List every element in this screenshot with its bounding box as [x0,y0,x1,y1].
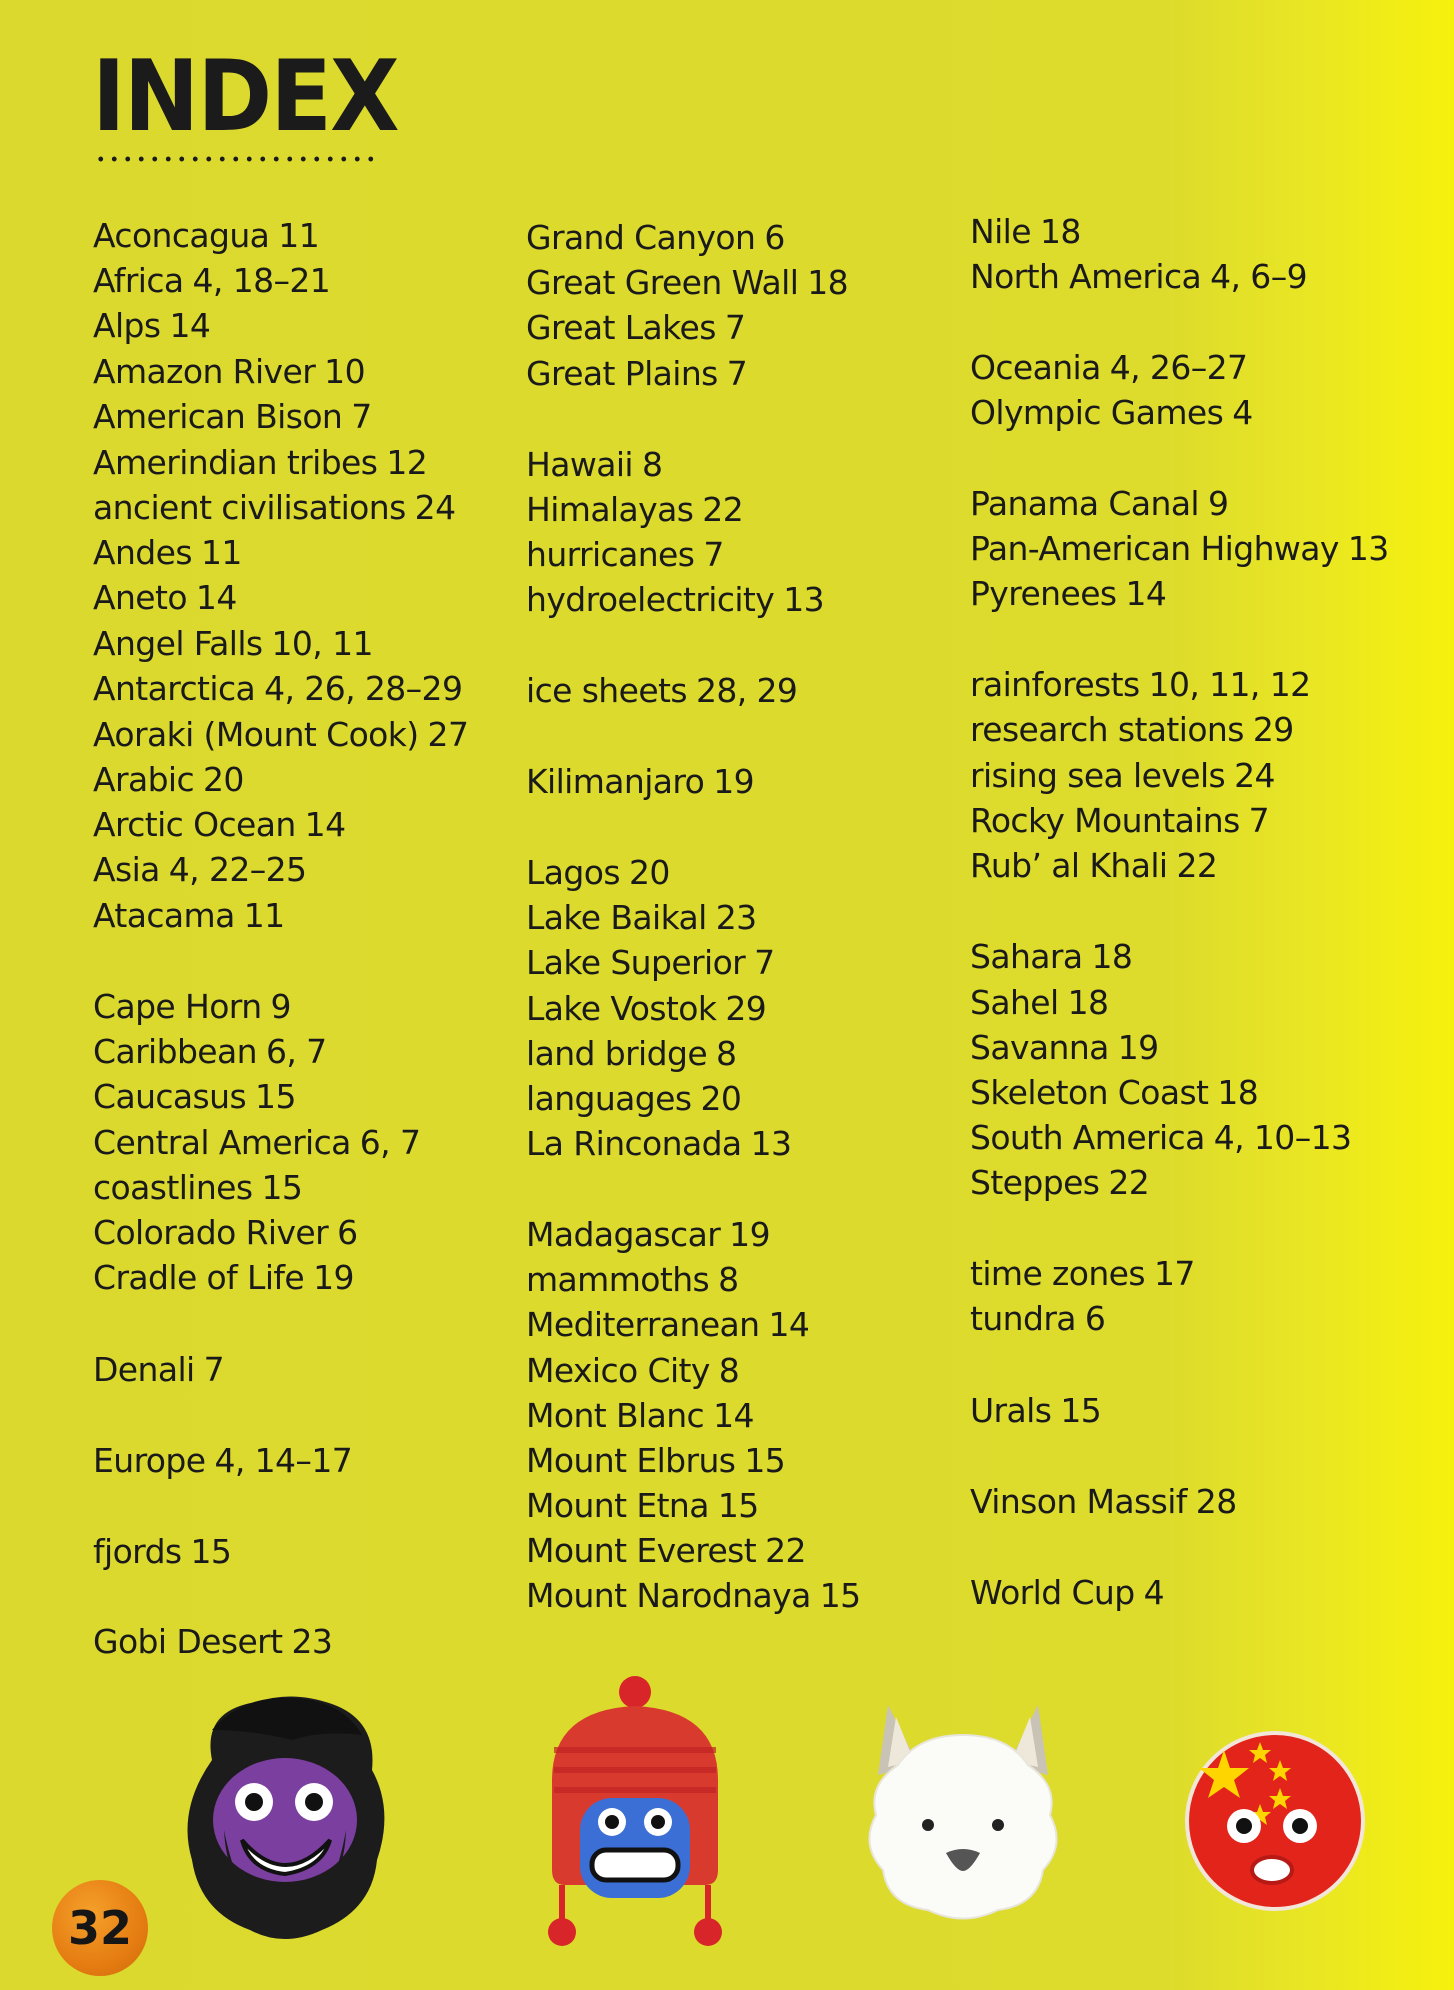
index-term: Panama Canal [970,484,1200,523]
index-entry [526,580,824,620]
index-entry [970,393,1253,433]
index-page-refs: 22 [702,490,744,529]
index-entry [970,1482,1237,1522]
index-term: South America [970,1118,1205,1157]
index-page-refs: 11 [243,896,285,935]
index-page-refs: 7 [1248,801,1270,840]
index-term: Aconcagua [93,216,270,255]
index-entry [526,989,766,1029]
index-entry [970,1163,1149,1203]
index-term: languages [526,1079,692,1118]
index-term: rainforests [970,665,1140,704]
index-term: Pyrenees [970,574,1117,613]
index-term: mammoths [526,1260,710,1299]
index-entry [93,533,242,573]
index-page-refs: 27 [427,715,469,754]
index-term: La Rinconada [526,1124,742,1163]
index-entry [970,1118,1351,1158]
index-entry [93,352,365,392]
page-title: INDEX [92,40,398,154]
index-term: Europe [93,1441,206,1480]
index-term: Amazon River [93,352,316,391]
index-entry [970,1391,1101,1431]
index-term: Mount Etna [526,1486,709,1525]
index-term: Cradle of Life [93,1258,305,1297]
index-entry [93,1532,231,1572]
index-page-refs: 19 [713,762,755,801]
index-entry [970,1028,1159,1068]
index-entry [93,1258,354,1298]
index-entry [526,490,743,530]
index-page-refs: 19 [729,1215,770,1254]
index-entry [93,216,319,256]
index-term: hurricanes [526,535,695,574]
index-page-refs: 4, 22–25 [168,850,307,889]
index-page-refs: 7 [203,1350,224,1389]
index-page-refs: 24 [414,488,456,527]
index-entry [970,801,1269,841]
index-entry [970,983,1108,1023]
index-page-refs: 28, 29 [695,671,798,710]
index-page-refs: 6 [764,218,785,257]
index-term: Rocky Mountains [970,801,1240,840]
index-page-refs: 4 [1232,393,1253,432]
index-entry [526,1396,754,1436]
index-term: Olympic Games [970,393,1224,432]
index-term: Mount Narodnaya [526,1576,811,1615]
index-term: Cape Horn [93,987,262,1026]
index-term: fjords [93,1532,182,1571]
index-term: Nile [970,212,1031,251]
index-term: Angel Falls [93,624,263,663]
index-term: Urals [970,1391,1052,1430]
index-entry [970,710,1294,750]
index-page-refs: 4, 18–21 [192,261,331,300]
index-entry [93,1032,327,1072]
index-page-refs: 18 [1217,1073,1259,1112]
index-term: Caucasus [93,1077,247,1116]
index-page-refs: 28 [1195,1482,1237,1521]
index-page-refs: 17 [1153,1254,1195,1293]
index-term: Amerindian tribes [93,443,378,482]
index-page-refs: 13 [1347,529,1389,568]
index-entry [526,1486,759,1526]
index-page-refs: 7 [724,308,746,347]
index-term: Mediterranean [526,1305,760,1344]
index-entry [970,665,1311,705]
index-page-refs: 9 [270,987,291,1026]
index-page-refs: 22 [765,1531,806,1570]
index-entry [93,760,244,800]
index-term: Himalayas [526,490,694,529]
index-term: Andes [93,533,192,572]
index-term: Skeleton Coast [970,1073,1209,1112]
index-page-refs: 14 [169,306,211,345]
index-entry [93,715,468,755]
index-page-refs: 14 [768,1305,810,1344]
index-term: Caribbean [93,1032,257,1071]
index-term: Lake Superior [526,943,746,982]
index-term: coastlines [93,1168,253,1207]
index-term: Arabic [93,760,195,799]
index-page-refs: 19 [1117,1028,1159,1067]
index-page-refs: 6, 7 [359,1123,421,1162]
index-entry [526,308,745,348]
index-entry [526,354,747,394]
index-term: Oceania [970,348,1101,387]
index-entry [93,805,345,845]
index-entry [970,212,1081,252]
index-page-refs: 6 [337,1213,358,1252]
index-entry [526,853,670,893]
index-page-refs: 10, 11, 12 [1148,665,1311,704]
robot-in-red-hat-icon [540,1670,730,1950]
page-number: 32 [67,1901,132,1955]
index-term: Gobi Desert [93,1622,283,1661]
index-entry [526,1576,861,1616]
index-page-refs: 4, 26, 28–29 [264,669,463,708]
index-entry [93,1350,224,1390]
index-term: World Cup [970,1573,1135,1612]
index-term: Sahel [970,983,1059,1022]
index-entry [526,1034,736,1074]
index-entry [93,443,427,483]
index-entry [526,898,756,938]
index-term: hydroelectricity [526,580,775,619]
index-entry [970,484,1228,524]
index-page-refs: 15 [1060,1391,1102,1430]
index-entry [526,1351,739,1391]
index-entry [970,1254,1195,1294]
index-page-refs: 8 [716,1034,737,1073]
index-page-refs: 10, 11 [271,624,373,663]
index-page-refs: 18 [1091,937,1133,976]
index-term: Asia [93,850,160,889]
index-page-refs: 4, 6–9 [1210,257,1307,296]
index-term: Kilimanjaro [526,762,705,801]
index-page-refs: 8 [718,1351,740,1390]
index-page-refs: 4, 14–17 [214,1441,353,1480]
index-entry [526,445,662,485]
index-page-refs: 23 [291,1622,333,1661]
index-term: Hawaii [526,445,633,484]
index-page-refs: 22 [1176,846,1218,885]
index-term: Sahara [970,937,1083,976]
bearded-man-face-icon [172,1690,398,1944]
index-entry [526,535,724,575]
index-entry [526,1215,770,1255]
index-entry [93,1213,358,1253]
index-page-refs: 7 [754,943,775,982]
index-entry [93,1123,420,1163]
index-term: American Bison [93,397,343,436]
china-flag-face-icon [1184,1730,1366,1912]
index-page-refs: 13 [783,580,824,619]
index-term: ice sheets [526,671,687,710]
index-entry [970,348,1247,388]
index-page-refs: 8 [718,1260,739,1299]
index-page-refs: 22 [1108,1163,1150,1202]
index-page-refs: 11 [200,533,242,572]
index-term: Antarctica [93,669,256,708]
index-entry [526,943,775,983]
index-page-refs: 11 [278,216,320,255]
index-entry [93,850,306,890]
index-term: time zones [970,1254,1145,1293]
index-term: Steppes [970,1163,1100,1202]
index-page-refs: 15 [744,1441,786,1480]
index-page-refs: 7 [726,354,748,393]
index-term: rising sea levels [970,756,1226,795]
index-term: ancient civilisations [93,488,406,527]
index-entry [93,1441,352,1481]
index-page-refs: 18 [807,263,849,302]
index-entry [526,1531,806,1571]
index-term: Alps [93,306,161,345]
index-page-refs: 19 [313,1258,354,1297]
index-page-refs: 14 [1125,574,1167,613]
index-term: Africa [93,261,184,300]
index-page-refs: 7 [351,397,372,436]
index-term: Arctic Ocean [93,805,296,844]
index-term: Central America [93,1123,351,1162]
index-term: Lake Vostok [526,989,717,1028]
index-entry [93,896,285,936]
index-entry [93,578,237,618]
index-term: Pan-American Highway [970,529,1339,568]
index-term: Colorado River [93,1213,329,1252]
index-entry [526,263,848,303]
index-page-refs: 20 [700,1079,742,1118]
index-page-refs: 12 [386,443,428,482]
index-page-refs: 23 [715,898,757,937]
index-term: Great Plains [526,354,718,393]
index-entry [526,1260,739,1300]
index-page-refs: 15 [717,1486,759,1525]
index-page-refs: 8 [642,445,663,484]
index-term: Mont Blanc [526,1396,705,1435]
index-term: research stations [970,710,1244,749]
index-term: Great Lakes [526,308,716,347]
index-term: Atacama [93,896,235,935]
index-term: Great Green Wall [526,263,799,302]
index-term: Mount Elbrus [526,1441,736,1480]
index-page-refs: 15 [255,1077,296,1116]
index-page-refs: 18 [1067,983,1109,1022]
index-page-refs: 15 [190,1532,232,1571]
index-page-refs: 6, 7 [265,1032,327,1071]
index-entry [526,671,797,711]
index-entry [970,529,1389,569]
llama-face-icon [858,1695,1068,1925]
index-page-refs: 13 [750,1124,792,1163]
index-term: Lagos [526,853,620,892]
index-entry [970,257,1307,297]
index-entry [93,1622,332,1662]
index-page-refs: 6 [1084,1299,1106,1338]
index-page-refs: 7 [703,535,724,574]
index-entry [93,397,372,437]
index-page-refs: 29 [725,989,767,1028]
index-page-refs: 14 [304,805,346,844]
index-term: Mexico City [526,1351,710,1390]
index-term: Mount Everest [526,1531,757,1570]
index-page-refs: 4, 26–27 [1109,348,1248,387]
index-term: Aoraki (Mount Cook) [93,715,419,754]
index-entry [526,762,754,802]
index-entry [526,218,785,258]
index-term: Lake Baikal [526,898,707,937]
index-entry [526,1305,809,1345]
index-entry [970,574,1166,614]
index-entry [970,1073,1258,1113]
index-term: Rub’ al Khali [970,846,1168,885]
index-page-refs: 4, 10–13 [1213,1118,1352,1157]
index-page-refs: 20 [203,760,244,799]
index-entry [526,1079,741,1119]
index-entry [93,987,291,1027]
index-term: Madagascar [526,1215,721,1254]
index-entry [526,1441,785,1481]
index-term: Denali [93,1350,195,1389]
page-number-badge [52,1880,148,1976]
index-entry [93,1168,302,1208]
index-entry [970,1573,1164,1613]
index-entry [526,1124,791,1164]
index-term: Aneto [93,578,187,617]
index-entry [970,756,1275,796]
index-entry [93,624,373,664]
index-page-refs: 24 [1234,756,1275,795]
index-term: tundra [970,1299,1076,1338]
index-entry [93,1077,296,1117]
index-page-refs: 15 [261,1168,303,1207]
index-entry [93,306,210,346]
index-entry [970,846,1217,886]
index-page-refs: 4 [1143,1573,1164,1612]
index-term: Vinson Massif [970,1482,1187,1521]
title-dotted-underline [94,156,376,162]
index-page-refs: 14 [713,1396,754,1435]
index-page-refs: 15 [819,1576,861,1615]
index-entry [970,937,1132,977]
index-term: North America [970,257,1202,296]
index-entry [93,669,462,709]
index-page-refs: 10 [324,352,365,391]
index-entry [93,488,455,528]
index-entry [970,1299,1105,1339]
index-entry [93,261,330,301]
index-term: Savanna [970,1028,1109,1067]
index-page-refs: 14 [195,578,237,617]
index-page-refs: 9 [1208,484,1229,523]
index-term: Grand Canyon [526,218,756,257]
index-page-refs: 29 [1252,710,1294,749]
index-page-refs: 18 [1039,212,1081,251]
index-term: land bridge [526,1034,708,1073]
index-page-refs: 20 [628,853,670,892]
